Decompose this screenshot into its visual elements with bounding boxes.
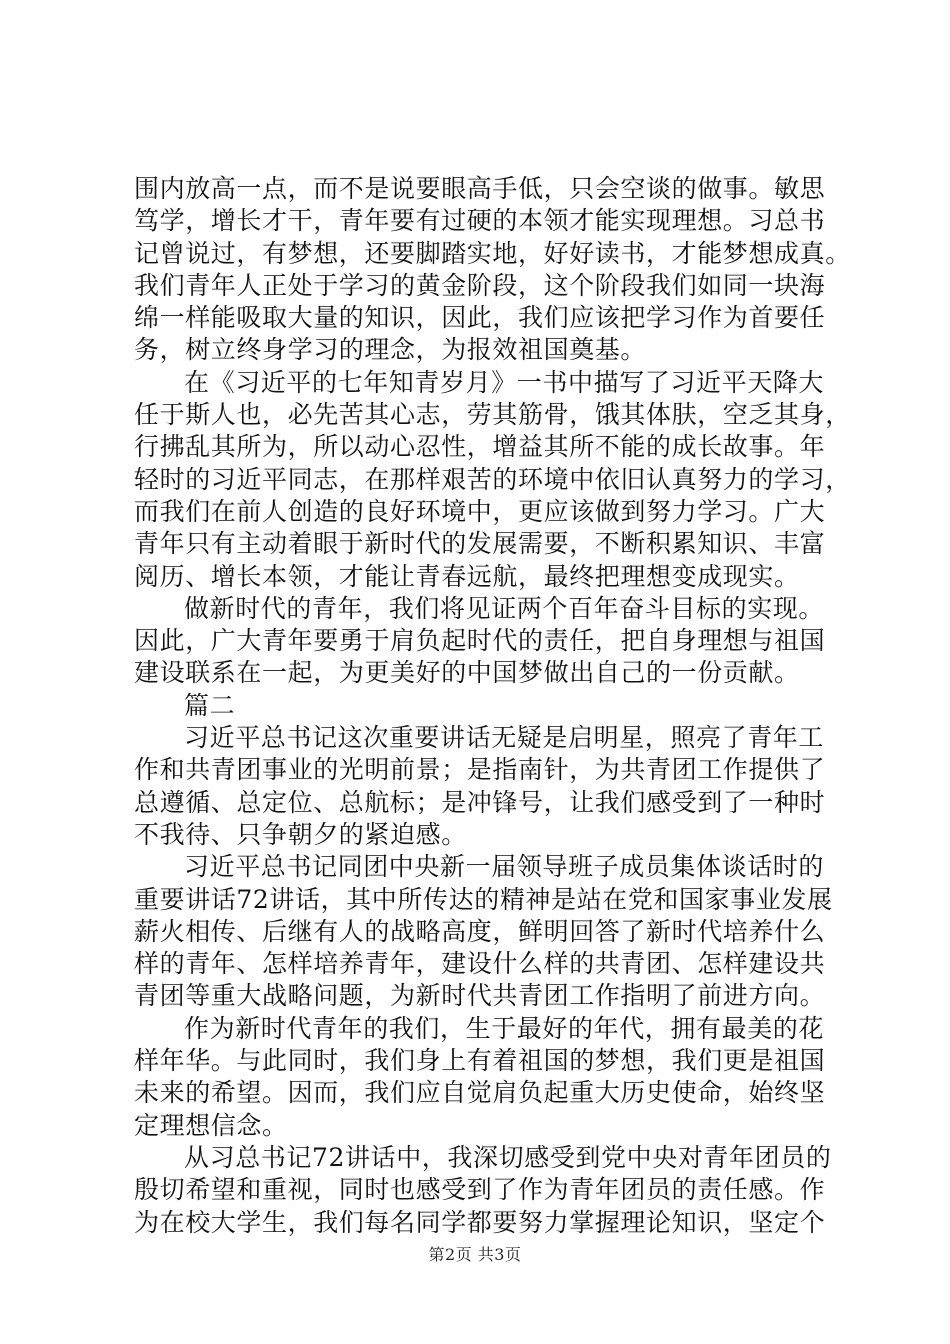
text-line: 而我们在前人创造的良好环境中，更应该做到努力学习。广大 bbox=[134, 496, 826, 526]
text-line: 未来的希望。因而，我们应自觉肩负起重大历史使命，始终坚 bbox=[134, 1078, 826, 1108]
text-line: 重要讲话72讲话，其中所传达的精神是站在党和国家事业发展 bbox=[134, 884, 833, 914]
text-line: 建设联系在一起，为更美好的中国梦做出自己的一份贡献。 bbox=[134, 658, 800, 688]
text-line: 不我待、只争朝夕的紧迫感。 bbox=[134, 819, 467, 849]
text-line: 青年只有主动着眼于新时代的发展需要，不断积累知识、丰富 bbox=[134, 529, 826, 559]
text-line: 阅历、增长本领，才能让青春远航，最终把理想变成现实。 bbox=[134, 561, 800, 591]
text-line: 作和共青团事业的光明前景；是指南针，为共青团工作提供了 bbox=[134, 755, 826, 785]
text-line: 轻时的习近平同志，在那样艰苦的环境中依旧认真努力的学习， bbox=[134, 464, 851, 494]
text-line: 务，树立终身学习的理念，为报效祖国奠基。 bbox=[134, 335, 647, 365]
text-line: 为在校大学生，我们每名同学都要努力掌握理论知识，坚定个 bbox=[134, 1207, 826, 1237]
text-line: 记曾说过，有梦想，还要脚踏实地，好好读书，才能梦想成真。 bbox=[134, 238, 851, 268]
text-line: 样年华。与此同时，我们身上有着祖国的梦想，我们更是祖国 bbox=[134, 1046, 826, 1076]
text-line: 作为新时代青年的我们，生于最好的年代，拥有最美的花 bbox=[184, 1013, 825, 1043]
text-line: 习近平总书记同团中央新一届领导班子成员集体谈话时的 bbox=[184, 852, 825, 882]
text-line: 篇二 bbox=[184, 690, 236, 720]
text-line: 做新时代的青年，我们将见证两个百年奋斗目标的实现。 bbox=[184, 593, 825, 623]
text-line: 定理想信念。 bbox=[134, 1110, 288, 1140]
text-line: 绵一样能吸取大量的知识，因此，我们应该把学习作为首要任 bbox=[134, 303, 826, 333]
text-line: 任于斯人也，必先苦其心志，劳其筋骨，饿其体肤，空乏其身， bbox=[134, 400, 851, 430]
text-line: 我们青年人正处于学习的黄金阶段，这个阶段我们如同一块海 bbox=[134, 270, 826, 300]
text-line: 从习总书记72讲话中，我深切感受到党中央对青年团员的 bbox=[184, 1142, 832, 1172]
page-footer: 第2页 共3页 bbox=[428, 1245, 522, 1264]
text-line: 殷切希望和重视，同时也感受到了作为青年团员的责任感。作 bbox=[134, 1175, 826, 1205]
text-line: 习近平总书记这次重要讲话无疑是启明星，照亮了青年工 bbox=[184, 723, 825, 753]
text-line: 薪火相传、后继有人的战略高度，鲜明回答了新时代培养什么 bbox=[134, 916, 826, 946]
text-line: 样的青年、怎样培养青年，建设什么样的共青团、怎样建设共 bbox=[134, 949, 826, 979]
text-line: 行拂乱其所为，所以动心忍性，增益其所不能的成长故事。年 bbox=[134, 432, 826, 462]
text-line: 围内放高一点，而不是说要眼高手低，只会空谈的做事。敏思 bbox=[134, 174, 826, 203]
text-line: 因此，广大青年要勇于肩负起时代的责任，把自身理想与祖国 bbox=[134, 626, 826, 656]
text-line: 在《习近平的七年知青岁月》一书中描写了习近平天降大 bbox=[184, 367, 825, 397]
document-body bbox=[134, 173, 851, 1239]
text-line: 青团等重大战略问题，为新时代共青团工作指明了前进方向。 bbox=[134, 981, 826, 1011]
text-line: 总遵循、总定位、总航标；是冲锋号，让我们感受到了一种时 bbox=[134, 787, 826, 817]
text-line: 笃学，增长才干，青年要有过硬的本领才能实现理想。习总书 bbox=[134, 206, 826, 236]
